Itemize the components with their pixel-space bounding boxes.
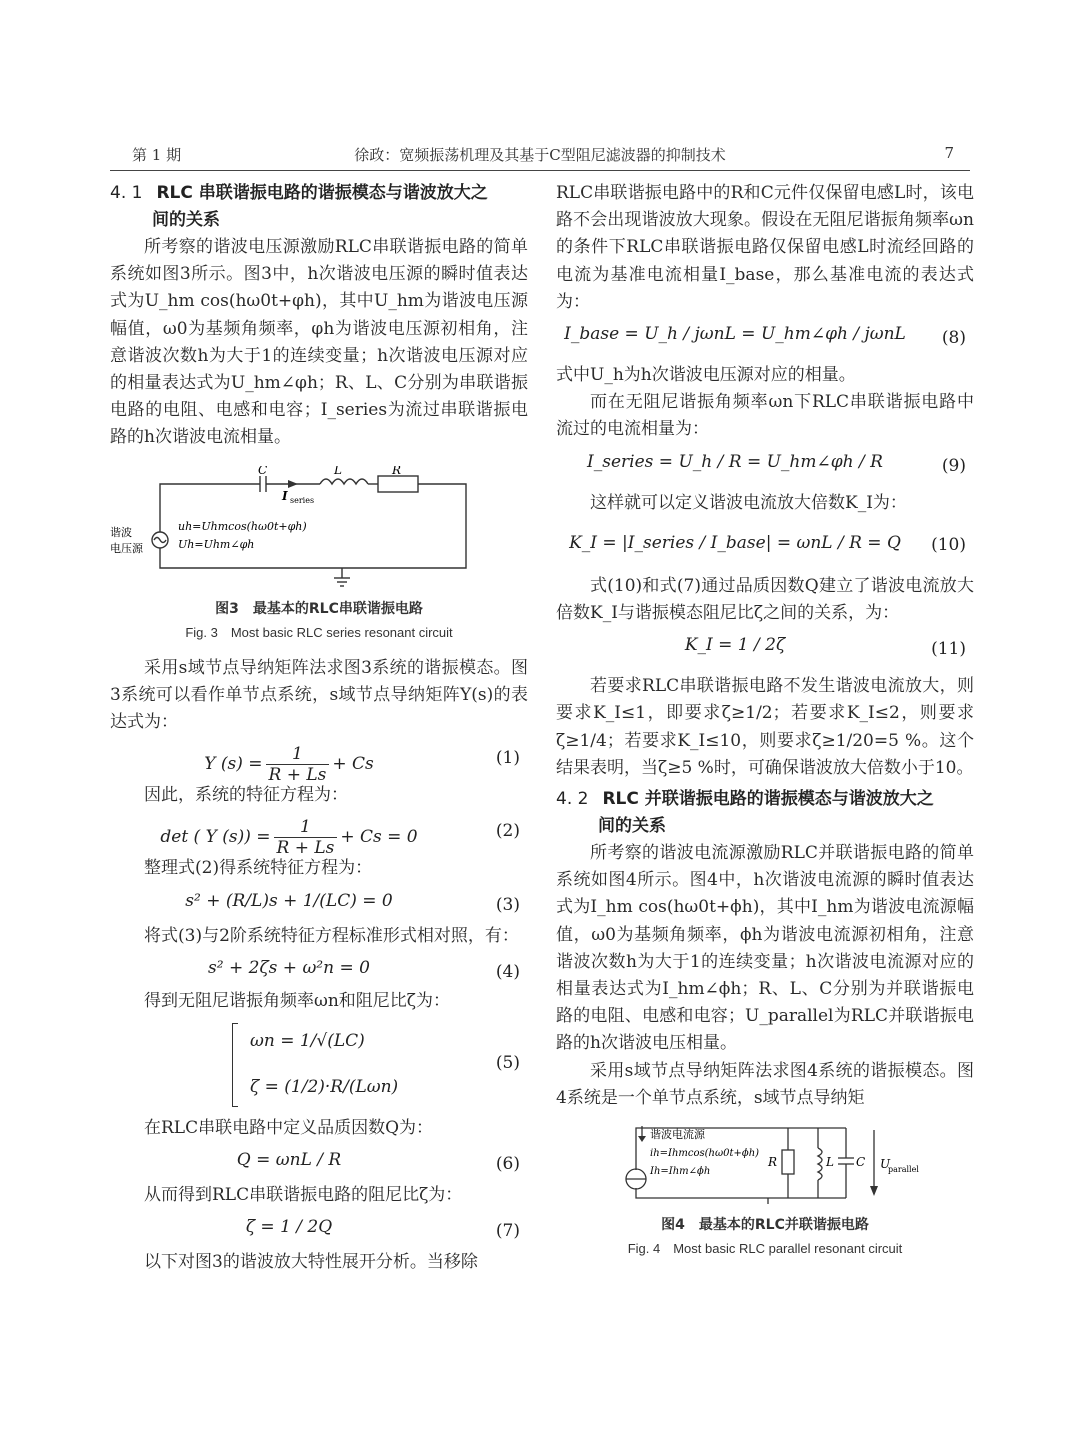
paragraph: 因此，系统的特征方程为： [144, 785, 348, 806]
header-rule [110, 170, 970, 171]
equation-3 [110, 883, 528, 923]
equation-number: (10) [931, 534, 966, 555]
section-number: 4. 2 [556, 789, 589, 810]
source-expr-2: Uh=Uhm∠φh [178, 537, 255, 551]
eq-numerator: 1 [274, 817, 338, 838]
running-title: 徐政：宽频振荡机理及其基于C型阻尼滤波器的抑制技术 [354, 146, 726, 164]
eq-fraction [266, 744, 330, 785]
paragraph: 整理式(2)得系统特征方程为： [144, 858, 373, 879]
paragraph: 得到无阻尼谐振角频率ωn和阻尼比ζ为： [144, 990, 451, 1011]
figure-caption-cn: 图3 最基本的RLC串联谐振电路 [215, 600, 423, 617]
source-expr-1: uh=Uhmcos(hω0t+φh) [178, 519, 307, 533]
eq-text: s² + 2ζs + ω²n = 0 [208, 957, 370, 978]
source-label: 谐波电流源 [650, 1128, 705, 1142]
equation-4 [110, 950, 528, 988]
eq-text: s² + (R/L)s + 1/(LC) = 0 [185, 890, 393, 911]
equation-number: (5) [495, 1053, 520, 1074]
paragraph: 这样就可以定义谐波电流放大倍数K_I为： [590, 492, 907, 513]
equation-number: (4) [495, 961, 520, 982]
equation-number: (9) [941, 455, 966, 476]
issue-number: 第 1 期 [132, 146, 182, 164]
equation-number: (8) [941, 328, 966, 349]
figure-4 [556, 1122, 974, 1257]
series-circuit-diagram [110, 466, 528, 588]
eq-lhs: det ( Y (s)) = [160, 827, 271, 848]
section-heading-4-1 [110, 180, 528, 234]
label-i-sub: series [290, 495, 315, 505]
equation-number: (1) [495, 748, 520, 769]
equation-5 [110, 1015, 528, 1115]
eq-denominator: R + Ls [276, 838, 335, 859]
eq-text: Q = ωnL / R [236, 1150, 342, 1171]
source-label-1: 谐波 [110, 525, 132, 539]
eq-numerator: 1 [266, 744, 330, 765]
equation-6 [110, 1142, 528, 1182]
section-title-line2: 间的关系 [598, 816, 666, 837]
paragraph: 从而得到RLC串联谐振电路的阻尼比ζ为： [144, 1185, 463, 1206]
eq-line-1: ωn = 1/√(LC) [250, 1031, 365, 1052]
equation-number: (3) [495, 894, 520, 915]
label-u-sub: parallel [888, 1165, 919, 1175]
right-column [556, 180, 974, 1257]
label-l: L [826, 1155, 834, 1170]
equation-11 [556, 627, 974, 673]
left-column [110, 180, 528, 1277]
equation-number: (7) [495, 1221, 520, 1242]
eq-denominator: R + Ls [268, 765, 327, 786]
label-i: I [282, 488, 288, 503]
eq-text: K_I = |I_series / I_base| = ωnL / R = Q [569, 532, 901, 553]
label-c: C [258, 465, 268, 477]
label-c: C [856, 1155, 866, 1170]
source-expr-1: ih=Ihmcos(hω0t+ϕh) [650, 1148, 760, 1160]
eq-rhs: + Cs = 0 [340, 827, 418, 848]
equation-8 [556, 316, 974, 362]
eq-lhs: Y (s) = [204, 754, 263, 775]
paragraph: 以下对图3的谐波放大特性展开分析。当移除 [144, 1252, 478, 1273]
figure-3 [110, 466, 528, 641]
paragraph: 将式(3)与2阶系统特征方程标准形式相对照，有： [144, 925, 519, 946]
paragraph: 所考察的谐波电压源激励RLC串联谐振电路的简单系统如图3所示。图3中，h次谐波电压源的瞬时值表达式为U_hm cos(hω0t+φh)，其中U_hm为谐波电压源幅值，ω0为基频角频率，φh为谐波电压源初相角，注意谐波次数h为大于1的连续变量；h次谐波电压源对应的相量表达式为U_hm∠φh；R、L、C分别为串联谐振电路的电阻、电感和电容；I_series为流过串联谐振电路的h次谐波电流相量。 [110, 237, 528, 448]
equation-number: (11) [931, 639, 966, 660]
paragraph: 若要求RLC串联谐振电路不发生谐波电流放大，则要求K_I≤1，即要求ζ≥1/2；若要求K_I≤2，则要求ζ≥1/4；若要求K_I≤10，则要求ζ≥1/20=5 %。这个结果表明，当ζ≥5 %时，可确保谐波放大倍数小于10。 [556, 676, 974, 778]
page-header [110, 140, 970, 170]
section-number: 4. 1 [110, 183, 143, 203]
eq-line-2: ζ = (1/2)·R/(Lωn) [250, 1077, 399, 1098]
section-heading-4-2 [556, 786, 974, 840]
eq-text: K_I = 1 / 2ζ [684, 635, 786, 656]
equation-9 [556, 444, 974, 490]
figure-caption-en: Fig. 3 Most basic RLC series resonant circuit [185, 624, 453, 640]
paragraph: 所考察的谐波电流源激励RLC并联谐振电路的简单系统如图4所示。图4中，h次谐波电流源的瞬时值表达式为I_hm cos(hω0t+ϕh)，其中I_hm为谐波电流源幅值，ω0为基频角频率，ϕh为谐波电流源初相角，注意谐波次数h为大于1的连续变量；h次谐波电流源对应的相量表达式为I_hm∠ϕh；R、L、C分别为并联谐振电路的电阻、电感和电容；U_parallel为RLC并联谐振电路的h次谐波电压相量。 [556, 843, 974, 1054]
eq-text: ζ = 1 / 2Q [245, 1217, 333, 1238]
label-r: R [392, 465, 402, 477]
label-r: R [768, 1155, 778, 1170]
equation-10 [556, 517, 974, 573]
page-number: 7 [944, 144, 954, 162]
label-u: U [880, 1157, 891, 1172]
equation-7 [110, 1209, 528, 1249]
eq-text: I_series = U_h / R = U_hm∠φh / R [587, 451, 883, 472]
equation-2 [110, 809, 528, 859]
parallel-circuit-diagram [556, 1122, 974, 1204]
paragraph: 采用s域节点导纳矩阵法求图3系统的谐振模态。图3系统可以看作单节点系统，s域节点导纳矩阵Y(s)的表达式为： [110, 657, 528, 733]
source-expr-2: Ih=Ihm∠ϕh [650, 1166, 711, 1178]
paragraph: 采用s域节点导纳矩阵法求图4系统的谐振模态。图4系统是一个单节点系统，s域节点导纳矩 [556, 1060, 974, 1108]
figure-caption-en: Fig. 4 Most basic RLC parallel resonant circuit [627, 1241, 903, 1257]
equation-number: (6) [495, 1154, 520, 1175]
paragraph: 式(10)和式(7)通过品质因数Q建立了谐波电流放大倍数K_I与谐振模态阻尼比ζ之间的关系，为： [556, 575, 974, 624]
paragraph: 式中U_h为h次谐波电压源对应的相量。 [556, 365, 856, 386]
section-title-line2: 间的关系 [152, 210, 220, 230]
paragraph: RLC串联谐振电路中的R和C元件仅保留电感L时，该电路不会出现谐波放大现象。假设在无阻尼谐振角频率ωn的条件下RLC串联谐振电路仅保留电感L时流经回路的电流为基准电流相量I_base，那么基准电流的表达式为： [556, 183, 974, 312]
eq-text: I_base = U_h / jωnL = U_hm∠φh / jωnL [564, 324, 906, 345]
eq-rhs: + Cs [332, 754, 374, 775]
equation-number: (2) [495, 821, 520, 842]
eq-fraction [274, 817, 338, 858]
label-l: L [334, 465, 342, 477]
equation-1 [110, 736, 528, 786]
paragraph: 在RLC串联电路中定义品质因数Q为： [144, 1118, 434, 1139]
section-title-line1: RLC 串联谐振电路的谐振模态与谐波放大之 [156, 183, 488, 203]
figure-caption-cn: 图4 最基本的RLC并联谐振电路 [661, 1217, 869, 1234]
source-label-2: 电压源 [110, 541, 143, 555]
section-title-line1: RLC 并联谐振电路的谐振模态与谐波放大之 [602, 789, 934, 810]
paragraph: 而在无阻尼谐振角频率ωn下RLC串联谐振电路中流过的电流相量为： [556, 392, 974, 440]
